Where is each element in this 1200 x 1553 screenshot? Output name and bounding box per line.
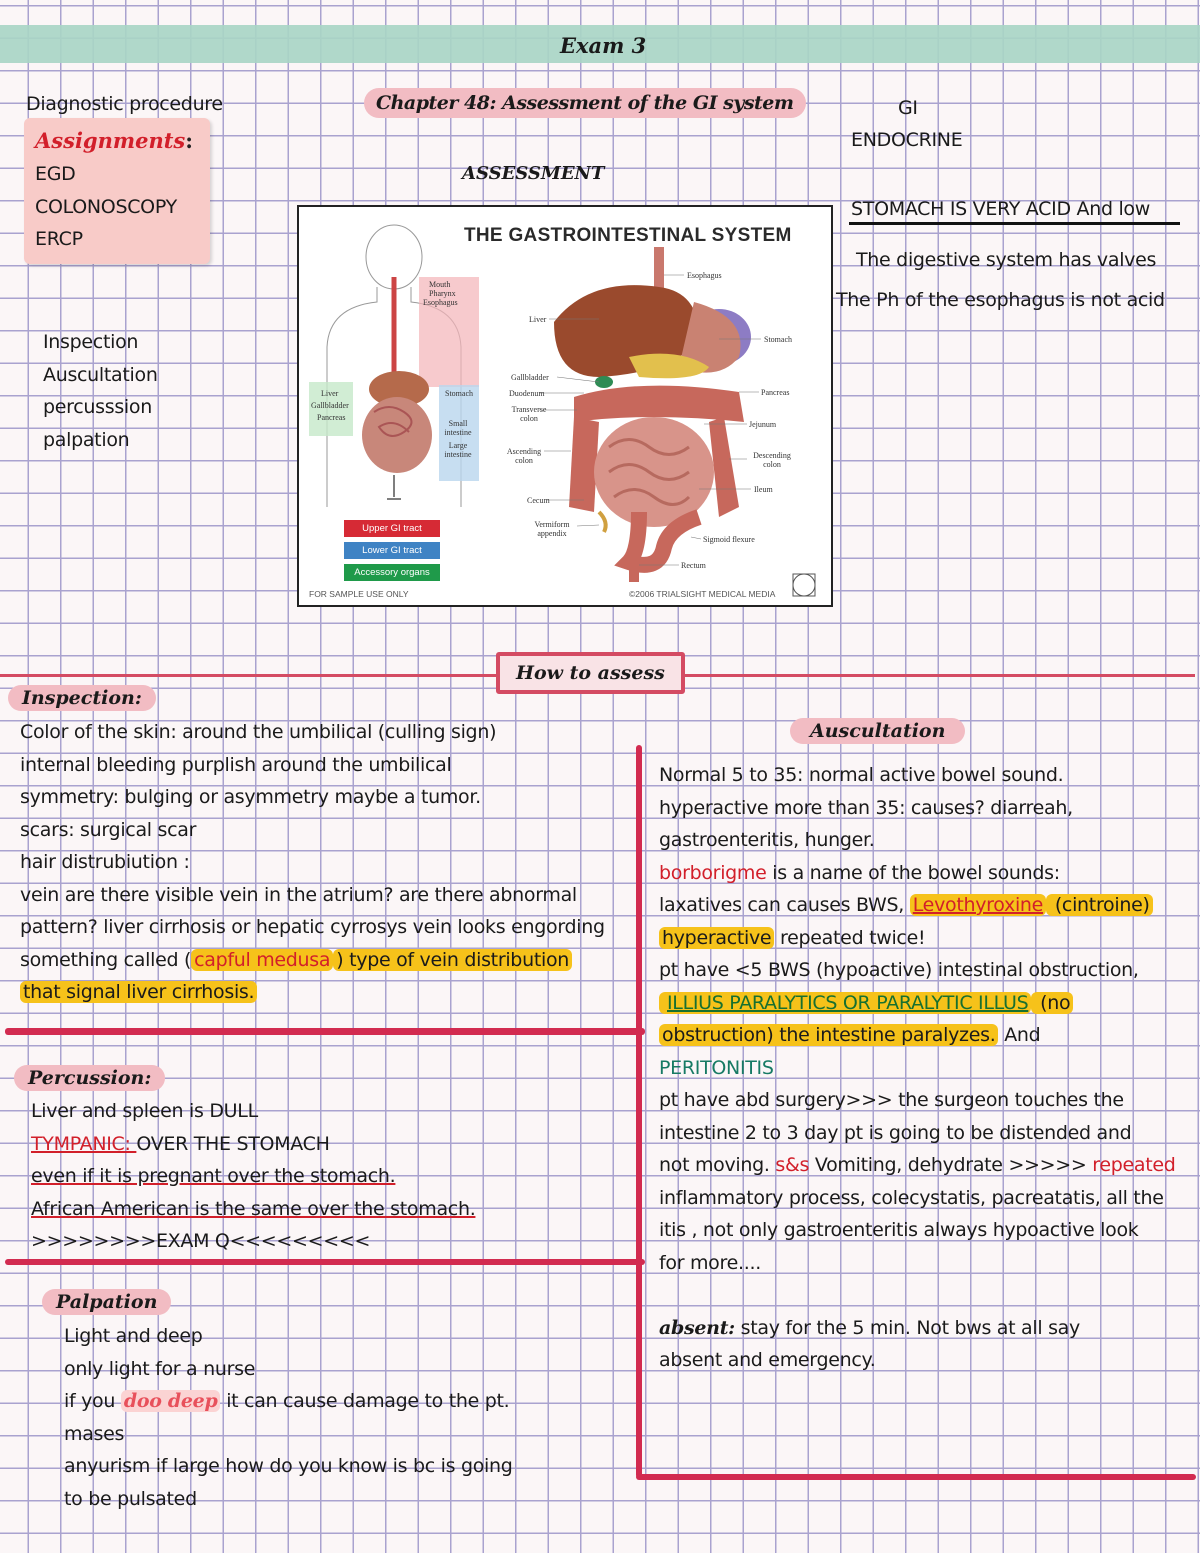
label-pancreas: Pancreas — [761, 388, 790, 397]
hyperactive-highlight: hyperactive — [659, 927, 774, 949]
diagnostic-procedure-label: Diagnostic procedure — [26, 93, 223, 115]
auscultation-line: intestine 2 to 3 day pt is going to be distended and — [659, 1121, 1132, 1144]
figure-title: THE GASTROINTESTINAL SYSTEM — [464, 225, 792, 246]
auscultation-line: pt have <5 BWS (hypoactive) intestinal obstruction, — [659, 959, 1139, 981]
palpation-line: anyurism if large how do you know is bc is going — [64, 1455, 513, 1477]
inspection-line — [20, 976, 257, 1009]
auscultation-text: Vomiting, dehydrate >>>>> — [809, 1154, 1093, 1176]
tympanic-label: TYMPANIC: — [31, 1132, 137, 1155]
divider-inspection — [5, 1028, 645, 1035]
divider-auscultation-bottom — [636, 1474, 1196, 1480]
repeated-term: repeated — [1092, 1154, 1176, 1176]
auscultation-line: hyperactive more than 35: causes? diarreah, — [659, 796, 1073, 819]
auscultation-heading: Auscultation — [790, 718, 965, 744]
figure-footer-right: ©2006 TRIALSIGHT MEDICAL MEDIA — [629, 589, 776, 599]
label-cecum: Cecum — [527, 496, 550, 505]
chapter-title: Chapter 48: Assessment of the GI system — [364, 88, 806, 118]
gi-label: GI — [898, 97, 918, 119]
label-sigmoid-flexure: Sigmoid flexure — [703, 535, 755, 544]
endocrine-label: ENDOCRINE — [851, 129, 963, 151]
auscultation-line: for more.... — [659, 1251, 761, 1274]
auscultation-line: pt have abd surgery>>> the surgeon touches the — [659, 1089, 1124, 1111]
absent-term: absent: — [659, 1316, 735, 1339]
assignment-item: COLONOSCOPY — [35, 196, 177, 218]
legend-accessory-organs: Accessory organs — [344, 564, 440, 581]
auscultation-text: stay for the 5 min. Not bws at all say — [734, 1316, 1080, 1339]
label-small-intestine: Small intestine — [444, 419, 472, 437]
figure-footer-left: FOR SAMPLE USE ONLY — [309, 589, 409, 599]
percussion-line — [31, 1128, 330, 1161]
percussion-text: OVER THE STOMACH — [136, 1132, 330, 1155]
paralytic-ileus-highlight: ILLIUS PARALYTICS OR PARALYTIC ILLUS — [659, 992, 1031, 1014]
page-title: Exam 3 — [560, 33, 647, 58]
label-vermiform-appendix: Vermiform appendix — [534, 520, 570, 538]
inspection-line: hair distrubiution : — [20, 851, 190, 873]
percussion-line: Liver and spleen is DULL — [31, 1100, 258, 1122]
palpation-line: mases — [64, 1422, 125, 1445]
inspection-highlight: ) type of vein distribution — [333, 949, 572, 971]
method-item: palpation — [43, 429, 130, 451]
palpation-text: if you — [64, 1390, 121, 1412]
palpation-heading: Palpation — [42, 1289, 171, 1315]
auscultation-text: not moving. — [659, 1154, 776, 1176]
signs-symptoms-term: s&s — [775, 1154, 810, 1176]
percussion-line: African American is the same over the stomach. — [31, 1197, 476, 1220]
label-duodenum: Duodenum — [509, 389, 545, 398]
divider-percussion — [5, 1259, 645, 1265]
stomach-acid-note: STOMACH IS VERY ACID And low — [851, 198, 1150, 220]
inspection-line: pattern? liver cirrhosis or hepatic cyrrosys vein looks engording — [20, 916, 605, 938]
inspection-line — [20, 944, 572, 977]
palpation-line: only light for a nurse — [64, 1357, 256, 1380]
label-pharynx: Pharynx — [429, 289, 456, 298]
auscultation-text: repeated twice! — [774, 926, 926, 949]
ph-note: The Ph of the esophagus is not acid — [836, 289, 1165, 311]
assignments-colon: : — [185, 128, 194, 153]
label-liver-small: Liver — [321, 389, 339, 398]
how-to-assess-heading: How to assess — [496, 652, 685, 694]
legend-lower-gi: Lower GI tract — [344, 542, 440, 559]
assignments-box — [24, 118, 210, 264]
auscultation-line: itis , not only gastroenteritis always hypoactive look — [659, 1219, 1139, 1241]
auscultation-line: gastroenteritis, hunger. — [659, 829, 875, 851]
label-pancreas-small: Pancreas — [317, 413, 346, 422]
auscultation-line: absent and emergency. — [659, 1349, 876, 1371]
auscultation-text: laxatives can causes BWS, — [659, 894, 910, 916]
auscultation-line — [659, 889, 1153, 922]
label-descending-colon: Descending colon — [753, 451, 791, 469]
inspection-line: vein are there visible vein in the atrium? are there abnormal — [20, 883, 577, 906]
peritonitis-term: PERITONITIS — [659, 1056, 774, 1079]
label-ileum: Ileum — [754, 485, 773, 494]
auscultation-line — [659, 987, 1073, 1020]
label-liver: Liver — [529, 315, 547, 324]
auscultation-highlight: (no — [1031, 992, 1073, 1014]
label-rectum: Rectum — [681, 561, 706, 570]
auscultation-line: inflammatory process, colecystatis, pacreatatis, all the — [659, 1186, 1164, 1209]
label-jejunum: Jejunum — [749, 420, 777, 429]
label-ascending-colon: Ascending colon — [506, 447, 542, 465]
palpation-line — [64, 1385, 509, 1418]
doo-deep-highlight: doo deep — [121, 1390, 221, 1412]
percussion-line: even if it is pregnant over the stomach. — [31, 1165, 396, 1187]
inspection-heading: Inspection: — [8, 685, 156, 711]
inspection-line: Color of the skin: around the umbilical (culling sign) — [20, 721, 497, 743]
valves-note: The digestive system has valves — [856, 249, 1157, 271]
legend-upper-gi: Upper GI tract — [344, 520, 440, 537]
levothyroxine-highlight: Levothyroxine — [910, 894, 1046, 916]
auscultation-line — [659, 857, 1060, 890]
assignment-item: EGD — [35, 163, 76, 185]
auscultation-line — [659, 1312, 1080, 1345]
auscultation-line — [659, 1019, 1040, 1052]
method-item: Inspection — [43, 331, 139, 353]
gi-system-figure — [297, 205, 833, 607]
auscultation-line: Normal 5 to 35: normal active bowel sound. — [659, 764, 1064, 786]
method-item: Auscultation — [43, 364, 158, 386]
auscultation-text: is a name of the bowel sounds: — [766, 861, 1060, 884]
label-esophagus: Esophagus — [687, 271, 722, 280]
palpation-line: to be pulsated — [64, 1487, 197, 1510]
label-gallbladder-small: Gallbladder — [311, 401, 349, 410]
label-gallbladder: Gallbladder — [511, 373, 549, 382]
caput-medusa-highlight: capful medusa — [191, 949, 333, 971]
borborigme-term: borborigme — [659, 861, 767, 884]
label-esophagus-small: Esophagus — [423, 298, 458, 307]
label-stomach-small: Stomach — [445, 389, 473, 398]
inspection-line: internal bleeding purplish around the umbilical — [20, 753, 452, 776]
auscultation-highlight: (cintroine) — [1046, 894, 1153, 916]
percussion-line: >>>>>>>>EXAM Q<<<<<<<<< — [31, 1230, 371, 1252]
inspection-highlight: that signal liver cirrhosis. — [20, 981, 257, 1003]
auscultation-line — [659, 922, 925, 955]
palpation-line: Light and deep — [64, 1325, 203, 1347]
method-item: percusssion — [43, 396, 152, 418]
inspection-line: symmetry: bulging or asymmetry maybe a tumor. — [20, 786, 481, 808]
label-transverse-colon: Transverse colon — [511, 405, 547, 423]
assessment-heading: ASSESSMENT — [462, 163, 605, 184]
label-stomach: Stomach — [764, 335, 792, 344]
stomach-note-underline — [849, 222, 1180, 225]
percussion-heading: Percussion: — [14, 1065, 165, 1091]
inspection-line: scars: surgical scar — [20, 818, 197, 841]
label-large-intestine: Large intestine — [444, 441, 472, 459]
auscultation-highlight: obstruction) the intestine paralyzes. — [659, 1024, 998, 1046]
assignments-title: Assignments — [35, 128, 186, 153]
auscultation-text: And — [998, 1024, 1041, 1046]
divider-vertical — [636, 745, 642, 1478]
label-mouth: Mouth — [429, 280, 451, 289]
palpation-text: it can cause damage to the pt. — [220, 1390, 510, 1412]
assignment-item: ERCP — [35, 228, 83, 250]
auscultation-line — [659, 1149, 1176, 1182]
inspection-text: something called ( — [20, 948, 192, 971]
